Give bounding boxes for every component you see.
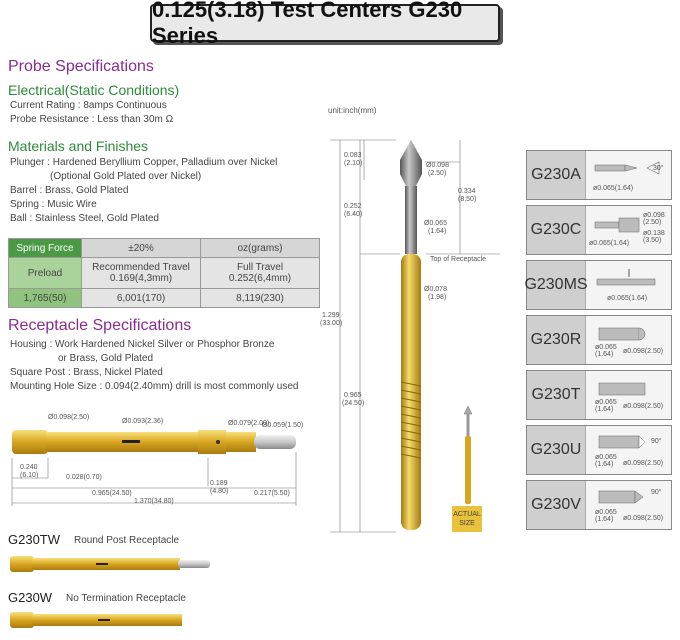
unit-label: unit:inch(mm) [328,106,377,115]
tip-dia: ø0.065(1.64) [593,185,634,192]
tip-dia-2: ø0.098(2.50) [623,403,664,410]
dim-head-length-mm: (6.10) [20,472,39,479]
plunger-spec: Plunger : Hardened Beryllium Copper, Palladium over Nickel [10,157,278,168]
dim-post-dia: Ø0.059(1.50) [262,422,304,429]
dim-h-mm: (24.50) [342,400,365,407]
recommended-travel-cell [82,258,201,289]
dim-head-length: 0.240 [20,464,38,471]
dim-body-length: 0.965(24.50) [92,490,132,497]
dim-collar-dia: Ø0.079(2.00) [228,420,270,427]
dim-a-mm: (2.10) [344,160,363,167]
barrel-spec: Barrel : Brass, Gold Plated [10,185,129,196]
dim-ring: 0.028(0.70) [66,474,102,481]
ball-spec: Ball : Stainless Steel, Gold Plated [10,213,159,224]
tip-dia: ø0.065 (1.64) [595,344,617,358]
actual-size-line2: SIZE [459,520,475,527]
preload-force: 1,765(50) [9,289,82,308]
page-title: 0.125(3.18) Test Centers G230 Series [150,4,500,42]
tip-c-icon [589,212,645,236]
recommended-travel-value: 0.169(4,3mm) [109,273,173,284]
dim-g-mm: (33.00) [320,320,343,327]
tip-card-g230ms [526,260,672,310]
electrical-heading: Electrical(Static Conditions) [8,82,180,98]
unit-header: oz(grams) [201,239,320,258]
square-post-spec: Square Post : Brass, Nickel Plated [10,367,163,378]
plunger-option: (Optional Gold Plated over Nickel) [50,171,202,182]
tolerance-header: ±20% [82,239,201,258]
dim-e-mm: (1.64) [428,228,447,235]
g230w-drawing [0,608,200,632]
tip-dia: ø0.065 (1.64) [595,509,617,523]
tip-dia: ø0.065 (1.64) [595,454,617,468]
tip-name: G230R [527,316,586,364]
dim-h: 0.965 [344,392,362,399]
probe-drawing [330,120,520,540]
tip-angle: 90° [651,489,662,496]
tip-card-g230t [526,370,672,420]
dim-f: Ø0.078 [424,286,447,293]
recommended-travel-label: Recommended Travel [92,262,190,273]
tip-name: G230V [527,481,586,529]
dim-b-mm: (2.50) [428,170,447,177]
receptacle-spec-heading: Receptacle Specifications [8,317,192,334]
dim-d-mm: (6.40) [344,211,363,218]
tip-r-icon [589,322,669,344]
current-rating: Current Rating : 8amps Continuous [10,100,167,111]
tip-name: G230T [527,371,586,419]
dim-c: 0.334 [458,188,476,195]
dim-collar-length-mm: (4.80) [210,488,229,495]
tip-name: G230U [527,426,586,474]
tip-card-g230a [526,150,672,200]
top-of-receptacle: Top of Receptacle [430,256,487,263]
materials-heading: Materials and Finishes [8,138,149,154]
tip-dia: ø0.065(1.64) [589,240,630,247]
spring-force-header: Spring Force [9,239,82,258]
full-force: 8,119(230) [201,289,320,308]
tip-angle: 90° [651,438,662,445]
tip-angle: 30° [653,165,664,172]
full-travel-label: Full Travel [236,262,284,273]
housing-spec: Housing : Work Hardened Nickel Silver or Phosphor Bronze [10,339,275,350]
dim-overall-length: 1.370(34.80) [134,498,174,505]
g230tw-label: G230TW [8,532,61,547]
tip-dia-3: ø0.138 (3.50) [643,230,665,244]
tip-card-g230c [526,205,672,255]
tip-dia: ø0.065(1.64) [607,295,648,302]
actual-size-line1: ACTUAL [453,511,481,518]
tip-dia-2: ø0.098(2.50) [623,460,664,467]
dim-f-mm: (1.98) [428,294,447,301]
tip-ms-icon [589,267,669,291]
tip-name: G230C [527,206,586,254]
housing-option: or Brass, Gold Plated [58,353,154,364]
actual-size-badge [452,506,482,532]
dim-e: Ø0.065 [424,220,447,227]
g230tw-drawing [0,552,220,576]
dim-body-dia: Ø0.093(2.36) [122,418,164,425]
spring-force-table [8,238,320,308]
tip-t-icon [589,377,669,399]
dim-b: Ø0.098 [426,162,449,169]
full-travel-cell [201,258,320,289]
probe-resistance: Probe Resistance : Less than 30m Ω [10,114,174,125]
actual-size-probe [458,404,478,506]
g230tw-desc: Round Post Receptacle [74,535,180,546]
full-travel-value: 0.252(6,4mm) [228,273,292,284]
tip-name: G230MS [527,261,586,309]
tip-card-g230u [526,425,672,475]
mounting-hole-spec: Mounting Hole Size : 0.094(2.40mm) drill is most commonly used [10,381,299,392]
dim-collar-length: 0.189 [210,480,228,487]
tip-dia-2: ø0.098(2.50) [623,515,664,522]
spring-spec: Spring : Music Wire [10,199,97,210]
tip-card-g230r [526,315,672,365]
dim-post-length: 0.217(5.50) [254,490,290,497]
tip-name: G230A [527,151,586,199]
g230w-desc: No Termination Receptacle [66,593,186,604]
preload-label: Preload [9,258,82,289]
dim-g: 1.299 [322,312,340,319]
tip-dia-2: ø0.098 (2.50) [643,212,665,226]
recommended-force: 6,001(170) [82,289,201,308]
g230w-label: G230W [8,590,53,605]
dim-d: 0.252 [344,203,362,210]
probe-spec-heading: Probe Specifications [8,58,154,75]
tip-card-g230v [526,480,672,530]
tip-dia: ø0.065 (1.64) [595,399,617,413]
tip-dia-2: ø0.098(2.50) [623,348,664,355]
dim-a: 0.083 [344,152,362,159]
dim-head-dia: Ø0.098(2.50) [48,414,90,421]
dim-c-mm: (8.50) [458,196,477,203]
